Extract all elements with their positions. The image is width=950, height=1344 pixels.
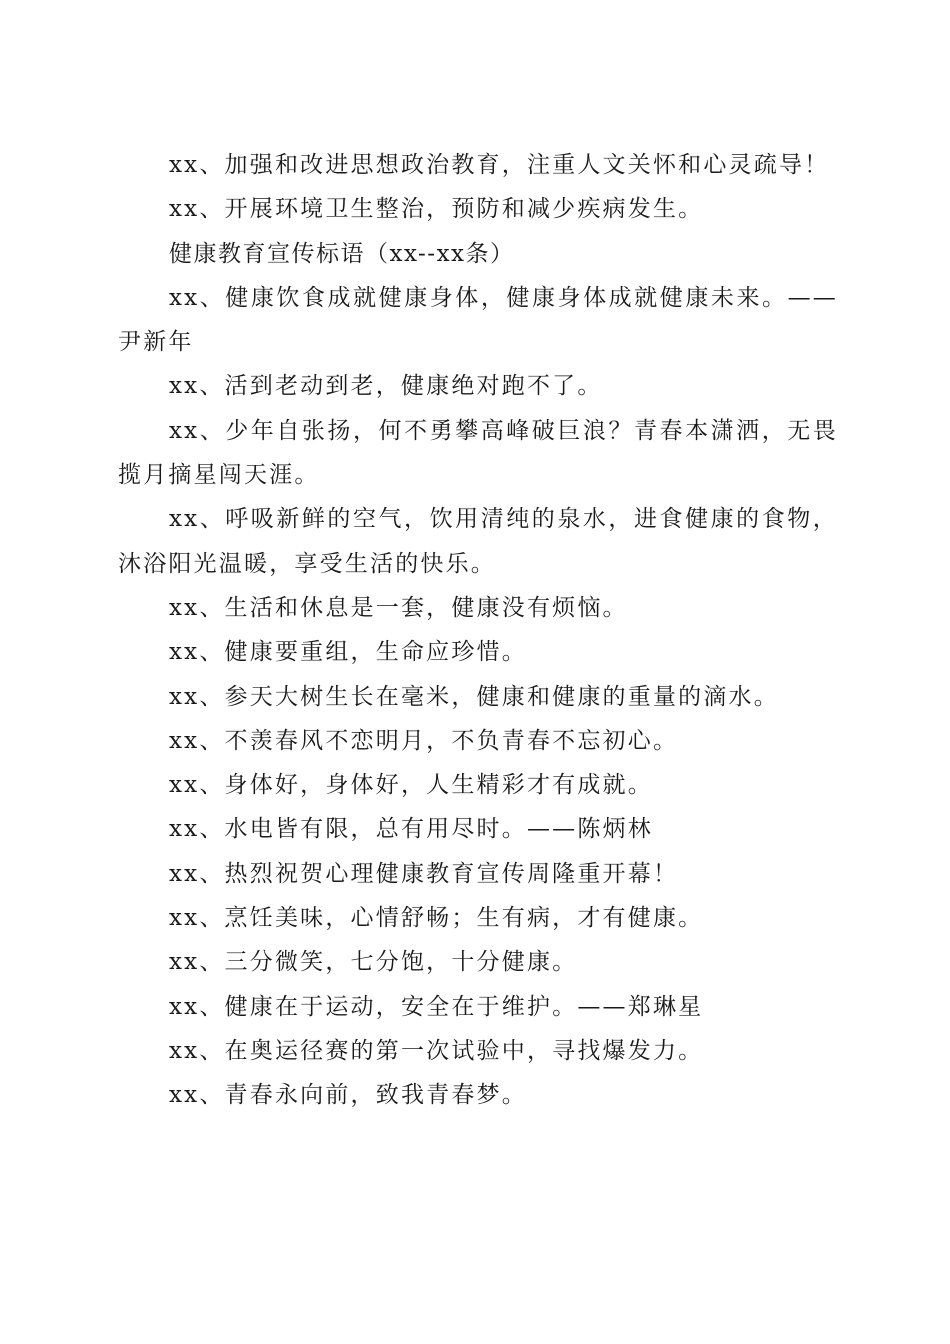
paragraph: xx、热烈祝贺心理健康教育宣传周隆重开幕！ <box>169 860 679 887</box>
paragraph: xx、在奥运径赛的第一次试验中，寻找爆发力。 <box>169 1037 704 1064</box>
paragraph: xx、呼吸新鲜的空气，饮用清纯的泉水，进食健康的食物，沐浴阳光温暖，享受生活的快乐。 <box>118 506 838 577</box>
section-heading: 健康教育宣传标语（xx--xx条） <box>169 240 515 267</box>
paragraph: xx、水电皆有限，总有用尽时。——陈炳林 <box>169 816 653 843</box>
paragraph: xx、开展环境卫生整治，预防和减少疾病发生。 <box>169 196 704 223</box>
paragraph: xx、健康饮食成就健康身体，健康身体成就健康未来。——尹新年 <box>118 284 838 356</box>
paragraph: xx、生活和休息是一套，健康没有烦恼。 <box>169 594 628 621</box>
document-body <box>118 143 838 1118</box>
paragraph: xx、三分微笑，七分饱，十分健康。 <box>169 949 578 976</box>
paragraph: xx、不羡春风不恋明月，不负青春不忘初心。 <box>169 727 679 754</box>
paragraph: xx、参天大树生长在毫米，健康和健康的重量的滴水。 <box>169 683 779 710</box>
paragraph: xx、烹饪美味，心情舒畅；生有病，才有健康。 <box>169 905 704 932</box>
paragraph: xx、健康在于运动，安全在于维护。——郑琳星 <box>169 993 704 1020</box>
paragraph: xx、身体好，身体好，人生精彩才有成就。 <box>169 772 653 799</box>
paragraph: xx、加强和改进思想政治教育，注重人文关怀和心灵疏导！ <box>169 152 830 178</box>
paragraph: xx、活到老动到老，健康绝对跑不了。 <box>169 373 603 400</box>
paragraph: xx、青春永向前，致我青春梦。 <box>169 1082 527 1109</box>
paragraph: xx、健康要重组，生命应珍惜。 <box>169 639 527 666</box>
paragraph: xx、少年自张扬，何不勇攀高峰破巨浪？青春本潇洒，无畏揽月摘星闯天涯。 <box>118 417 838 489</box>
